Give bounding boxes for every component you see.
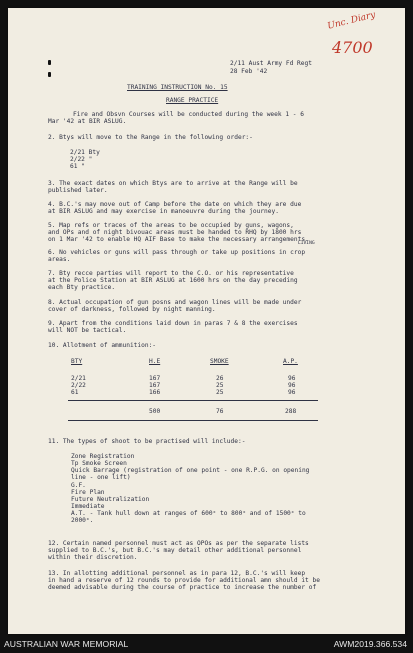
ammo-total: 500 xyxy=(149,408,161,415)
order-item: 2/22 " xyxy=(70,156,93,163)
para-11: 11. The types of shoot to be practised will include:- xyxy=(48,438,246,445)
para-4: at BIR ASLUG and may exercise in manoeuvre during the journey. xyxy=(48,208,279,215)
shoot-type: Quick Barrage (registration of one point - one R.P.G. on opening xyxy=(71,467,310,474)
ammo-cell: 167 xyxy=(149,375,161,382)
para-5-insertion: LIVING xyxy=(298,241,315,246)
para-8: cover of darkness, followed by night manning. xyxy=(48,306,216,313)
para-5: and OPs and of night bivouac areas must be handed to RHQ by 1800 hrs xyxy=(48,229,302,236)
para-3: published later. xyxy=(48,187,108,194)
ammo-cell: 26 xyxy=(216,375,224,382)
shoot-type: A.T. - Tank hull down at ranges of 600ˣ to 800ˣ and of 1500ˣ to xyxy=(71,510,306,517)
shoot-type: Zone Registration xyxy=(71,453,135,460)
ammo-total: 76 xyxy=(216,408,224,415)
ammo-cell: 25 xyxy=(216,389,224,396)
para-13: 13. In allotting additional personnel as in para 12, B.C.'s will keep xyxy=(48,570,306,577)
para-5: 5. Map refs or traces of the areas to be occupied by guns, wagons, xyxy=(48,222,294,229)
ammo-header: SMOKE xyxy=(210,358,229,365)
shoot-type: Fire Plan xyxy=(71,489,105,496)
para-7: at the Police Station at BIR ASLUG at 1600 hrs on the day preceding xyxy=(48,277,298,284)
document-page xyxy=(8,8,405,634)
para-13: deemed advisable during the course of practice to increase the number of xyxy=(48,584,317,591)
para-3: 3. The exact dates on which Btys are to arrive at the Range will be xyxy=(48,180,298,187)
folio-number: 4700 xyxy=(332,38,373,57)
table-rule xyxy=(68,420,318,421)
ammo-header: BTY xyxy=(71,358,83,365)
footer-institution: AUSTRALIAN WAR MEMORIAL xyxy=(4,639,129,649)
ammo-cell: 167 xyxy=(149,382,161,389)
shoot-type: line - one lift) xyxy=(71,474,131,481)
shoot-type: G.F. xyxy=(71,482,86,489)
document-subtitle: RANGE PRACTICE xyxy=(166,97,219,104)
ammo-cell: 96 xyxy=(288,382,296,389)
para-7: 7. Bty recce parties will report to the C.O. or his representative xyxy=(48,270,294,277)
intro-line: Mar '42 at BIR ASLUG. xyxy=(48,118,127,125)
shoot-type: Future Neutralization xyxy=(71,496,150,503)
para-13: in hand a reserve of 12 rounds to provide for additional amn should it be xyxy=(48,577,320,584)
shoot-type: 2000ˣ. xyxy=(71,517,94,524)
shoot-type: Immediate xyxy=(71,503,105,510)
para-12: within their discretion. xyxy=(48,554,138,561)
para-7: each Bty practice. xyxy=(48,284,116,291)
ammo-cell: 61 xyxy=(71,389,79,396)
ammo-cell: 25 xyxy=(216,382,224,389)
para-5: on 1 Mar '42 to enable HQ AIF Base to make the necessary arrangements. xyxy=(48,236,309,243)
para-8: 8. Actual occupation of gun posns and wagon lines will be made under xyxy=(48,299,302,306)
ammo-cell: 166 xyxy=(149,389,161,396)
punch-hole xyxy=(48,60,51,65)
para-6: areas. xyxy=(48,256,71,263)
para-10: 10. Allotment of ammunition:- xyxy=(48,342,157,349)
ammo-header: A.P. xyxy=(283,358,298,365)
document-date: 28 Feb '42 xyxy=(230,68,268,75)
footer-accession-number: AWM2019.366.534 xyxy=(333,639,407,649)
order-item: 2/21 Bty xyxy=(70,149,100,156)
ammo-total: 288 xyxy=(285,408,297,415)
para-9: will NOT be tactical. xyxy=(48,327,127,334)
ammo-cell: 2/21 xyxy=(71,375,86,382)
ammo-cell: 96 xyxy=(288,389,296,396)
shoot-type: Tp Smoke Screen xyxy=(71,460,127,467)
unit-name: 2/11 Aust Army Fd Regt xyxy=(230,60,312,67)
document-title: TRAINING INSTRUCTION No. 15 xyxy=(127,84,228,91)
ammo-cell: 96 xyxy=(288,375,296,382)
ammo-cell: 2/22 xyxy=(71,382,86,389)
handwritten-note: Unc. Diary xyxy=(326,10,377,32)
punch-hole xyxy=(48,72,51,77)
archive-footer xyxy=(0,636,413,653)
table-rule xyxy=(68,400,318,401)
para-6: 6. No vehicles or guns will pass through or take up positions in crop xyxy=(48,249,306,256)
para-12: supplied to B.C.'s, but B.C.'s may detail other additional personnel xyxy=(48,547,302,554)
para-9: 9. Apart from the conditions laid down in paras 7 & 8 the exercises xyxy=(48,320,298,327)
ammo-header: H.E xyxy=(149,358,161,365)
para-2: 2. Btys will move to the Range in the following order:- xyxy=(48,134,253,141)
para-4: 4. B.C.'s may move out of Camp before the date on which they are due xyxy=(48,201,302,208)
para-12: 12. Certain named personnel must act as OPOs as per the separate lists xyxy=(48,540,309,547)
order-item: 61 " xyxy=(70,163,85,170)
intro-line: Fire and Obsvn Courses will be conducted during the week 1 - 6 xyxy=(73,111,304,118)
